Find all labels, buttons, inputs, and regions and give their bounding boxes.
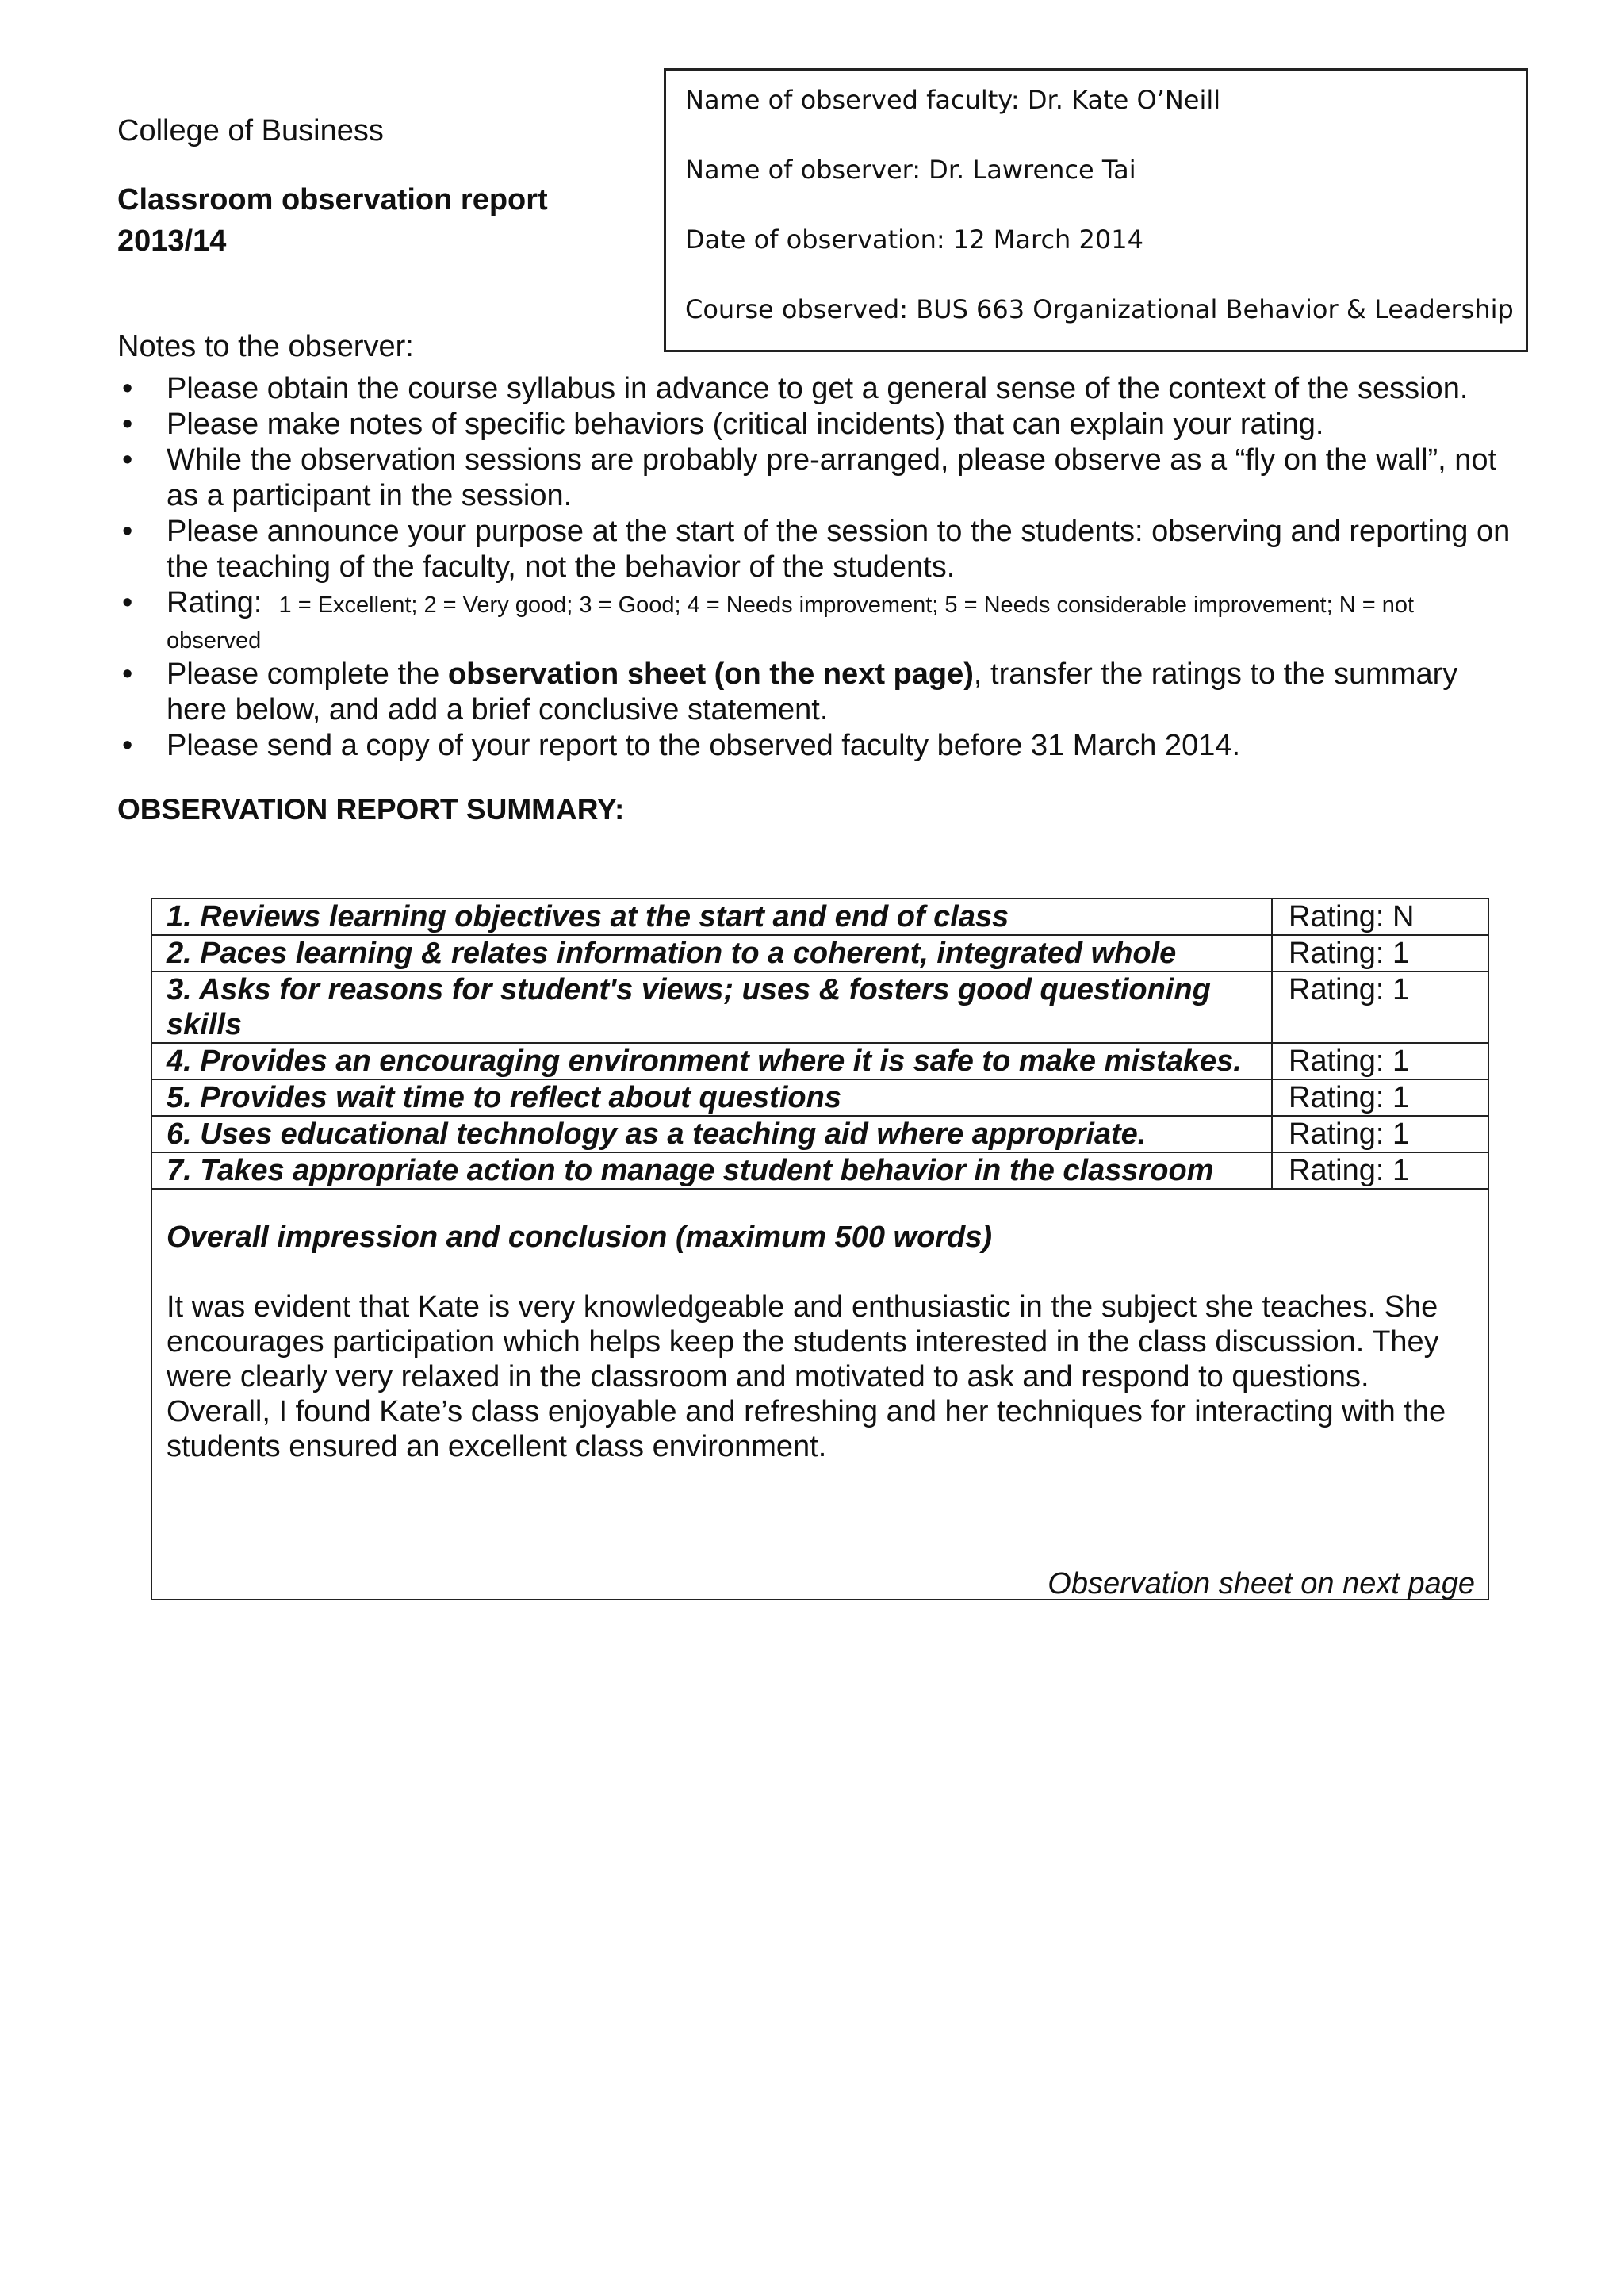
criterion-cell: 4. Provides an encouraging environment where it is safe to make mistakes. xyxy=(151,1043,1272,1079)
criterion-cell: 7. Takes appropriate action to manage student behavior in the classroom xyxy=(151,1152,1272,1189)
rating-cell: Rating: 1 xyxy=(1272,1116,1488,1152)
report-title xyxy=(117,179,548,262)
list-item xyxy=(117,514,1513,585)
rating-cell: Rating: 1 xyxy=(1272,1079,1488,1116)
conclusion-text: It was evident that Kate is very knowledgeable and enthusiastic in the subject she teaches. She encourages participation which helps keep the students interested in the class discussion. They were clearly very relaxed in the classroom and motivated to ask and respond to questions. Overall, I found Kate’s class enjoyable and refreshing and her techniques for interacting with the students ensured an excellent class environment. xyxy=(167,1290,1446,1463)
summary-table xyxy=(151,898,1489,1600)
list-item xyxy=(117,657,1513,728)
note-text: While the observation sessions are probably pre-arranged, please observe as a “fly on the wall”, not as a participant in the session. xyxy=(167,443,1497,512)
criterion-cell: 2. Paces learning & relates information to a coherent, integrated whole xyxy=(151,935,1272,972)
list-item xyxy=(117,443,1513,514)
notes-heading: Notes to the observer: xyxy=(117,330,414,363)
rating-cell: Rating: 1 xyxy=(1272,1043,1488,1079)
conclusion-row xyxy=(151,1189,1488,1600)
observation-date: Date of observation: 12 March 2014 xyxy=(685,224,1143,255)
note-text: Please send a copy of your report to the observed faculty before 31 March 2014. xyxy=(167,729,1241,762)
table-row xyxy=(151,1116,1488,1152)
bullet-icon: • xyxy=(122,408,133,441)
bullet-icon: • xyxy=(122,586,133,619)
criterion-cell: 1. Reviews learning objectives at the start and end of class xyxy=(151,899,1272,935)
criterion-cell: 6. Uses educational technology as a teaching aid where appropriate. xyxy=(151,1116,1272,1152)
rating-cell: Rating: 1 xyxy=(1272,972,1488,1043)
table-row xyxy=(151,899,1488,935)
note-text: Please announce your purpose at the start of the session to the students: observing and reporting on the teaching of the faculty, not the behavior of the students. xyxy=(167,515,1511,584)
summary-heading: OBSERVATION REPORT SUMMARY: xyxy=(117,793,625,826)
observation-info-box xyxy=(664,68,1528,352)
notes-list xyxy=(117,371,1513,764)
report-title-line: Classroom observation report xyxy=(117,183,548,217)
observation-sheet-emphasis: observation sheet (on the next page) xyxy=(447,657,974,691)
next-page-note: Observation sheet on next page xyxy=(1048,1567,1475,1600)
criterion-cell: 3. Asks for reasons for student's views; uses & fosters good questioning skills xyxy=(151,972,1272,1043)
course-observed: Course observed: BUS 663 Organizational Behavior & Leadership xyxy=(685,294,1514,324)
bullet-icon: • xyxy=(122,657,133,691)
rating-cell: Rating: 1 xyxy=(1272,1152,1488,1189)
conclusion-cell xyxy=(151,1189,1488,1600)
list-item xyxy=(117,728,1513,764)
note-text: Please complete the xyxy=(167,657,448,691)
rating-label: Rating: xyxy=(167,586,262,619)
bullet-icon: • xyxy=(122,515,133,548)
table-row xyxy=(151,935,1488,972)
list-item xyxy=(117,407,1513,443)
criterion-cell: 5. Provides wait time to reflect about questions xyxy=(151,1079,1272,1116)
rating-cell: Rating: N xyxy=(1272,899,1488,935)
table-row xyxy=(151,1079,1488,1116)
table-row xyxy=(151,1043,1488,1079)
report-year: 2013/14 xyxy=(117,224,227,258)
conclusion-heading: Overall impression and conclusion (maximum 500 words) xyxy=(167,1221,993,1254)
observer-name: Name of observer: Dr. Lawrence Tai xyxy=(685,155,1136,185)
note-text: Please obtain the course syllabus in advance to get a general sense of the context of the session. xyxy=(167,372,1469,405)
list-item xyxy=(117,371,1513,407)
bullet-icon: • xyxy=(122,729,133,762)
rating-scale: 1 = Excellent; 2 = Very good; 3 = Good; 4 = Needs improvement; 5 = Needs considerable improvement; N = not observed xyxy=(167,592,1415,654)
rating-cell: Rating: 1 xyxy=(1272,935,1488,972)
table-row xyxy=(151,972,1488,1043)
observed-faculty: Name of observed faculty: Dr. Kate O’Neill xyxy=(685,85,1221,115)
college-name: College of Business xyxy=(117,114,384,148)
note-text: Please make notes of specific behaviors (critical incidents) that can explain your rating. xyxy=(167,408,1324,441)
bullet-icon: • xyxy=(122,443,133,477)
list-item xyxy=(117,585,1513,657)
bullet-icon: • xyxy=(122,372,133,405)
note-text: , transfer the ratings to the summary here below, and add a brief conclusive statement. xyxy=(167,657,1458,726)
table-row xyxy=(151,1152,1488,1189)
